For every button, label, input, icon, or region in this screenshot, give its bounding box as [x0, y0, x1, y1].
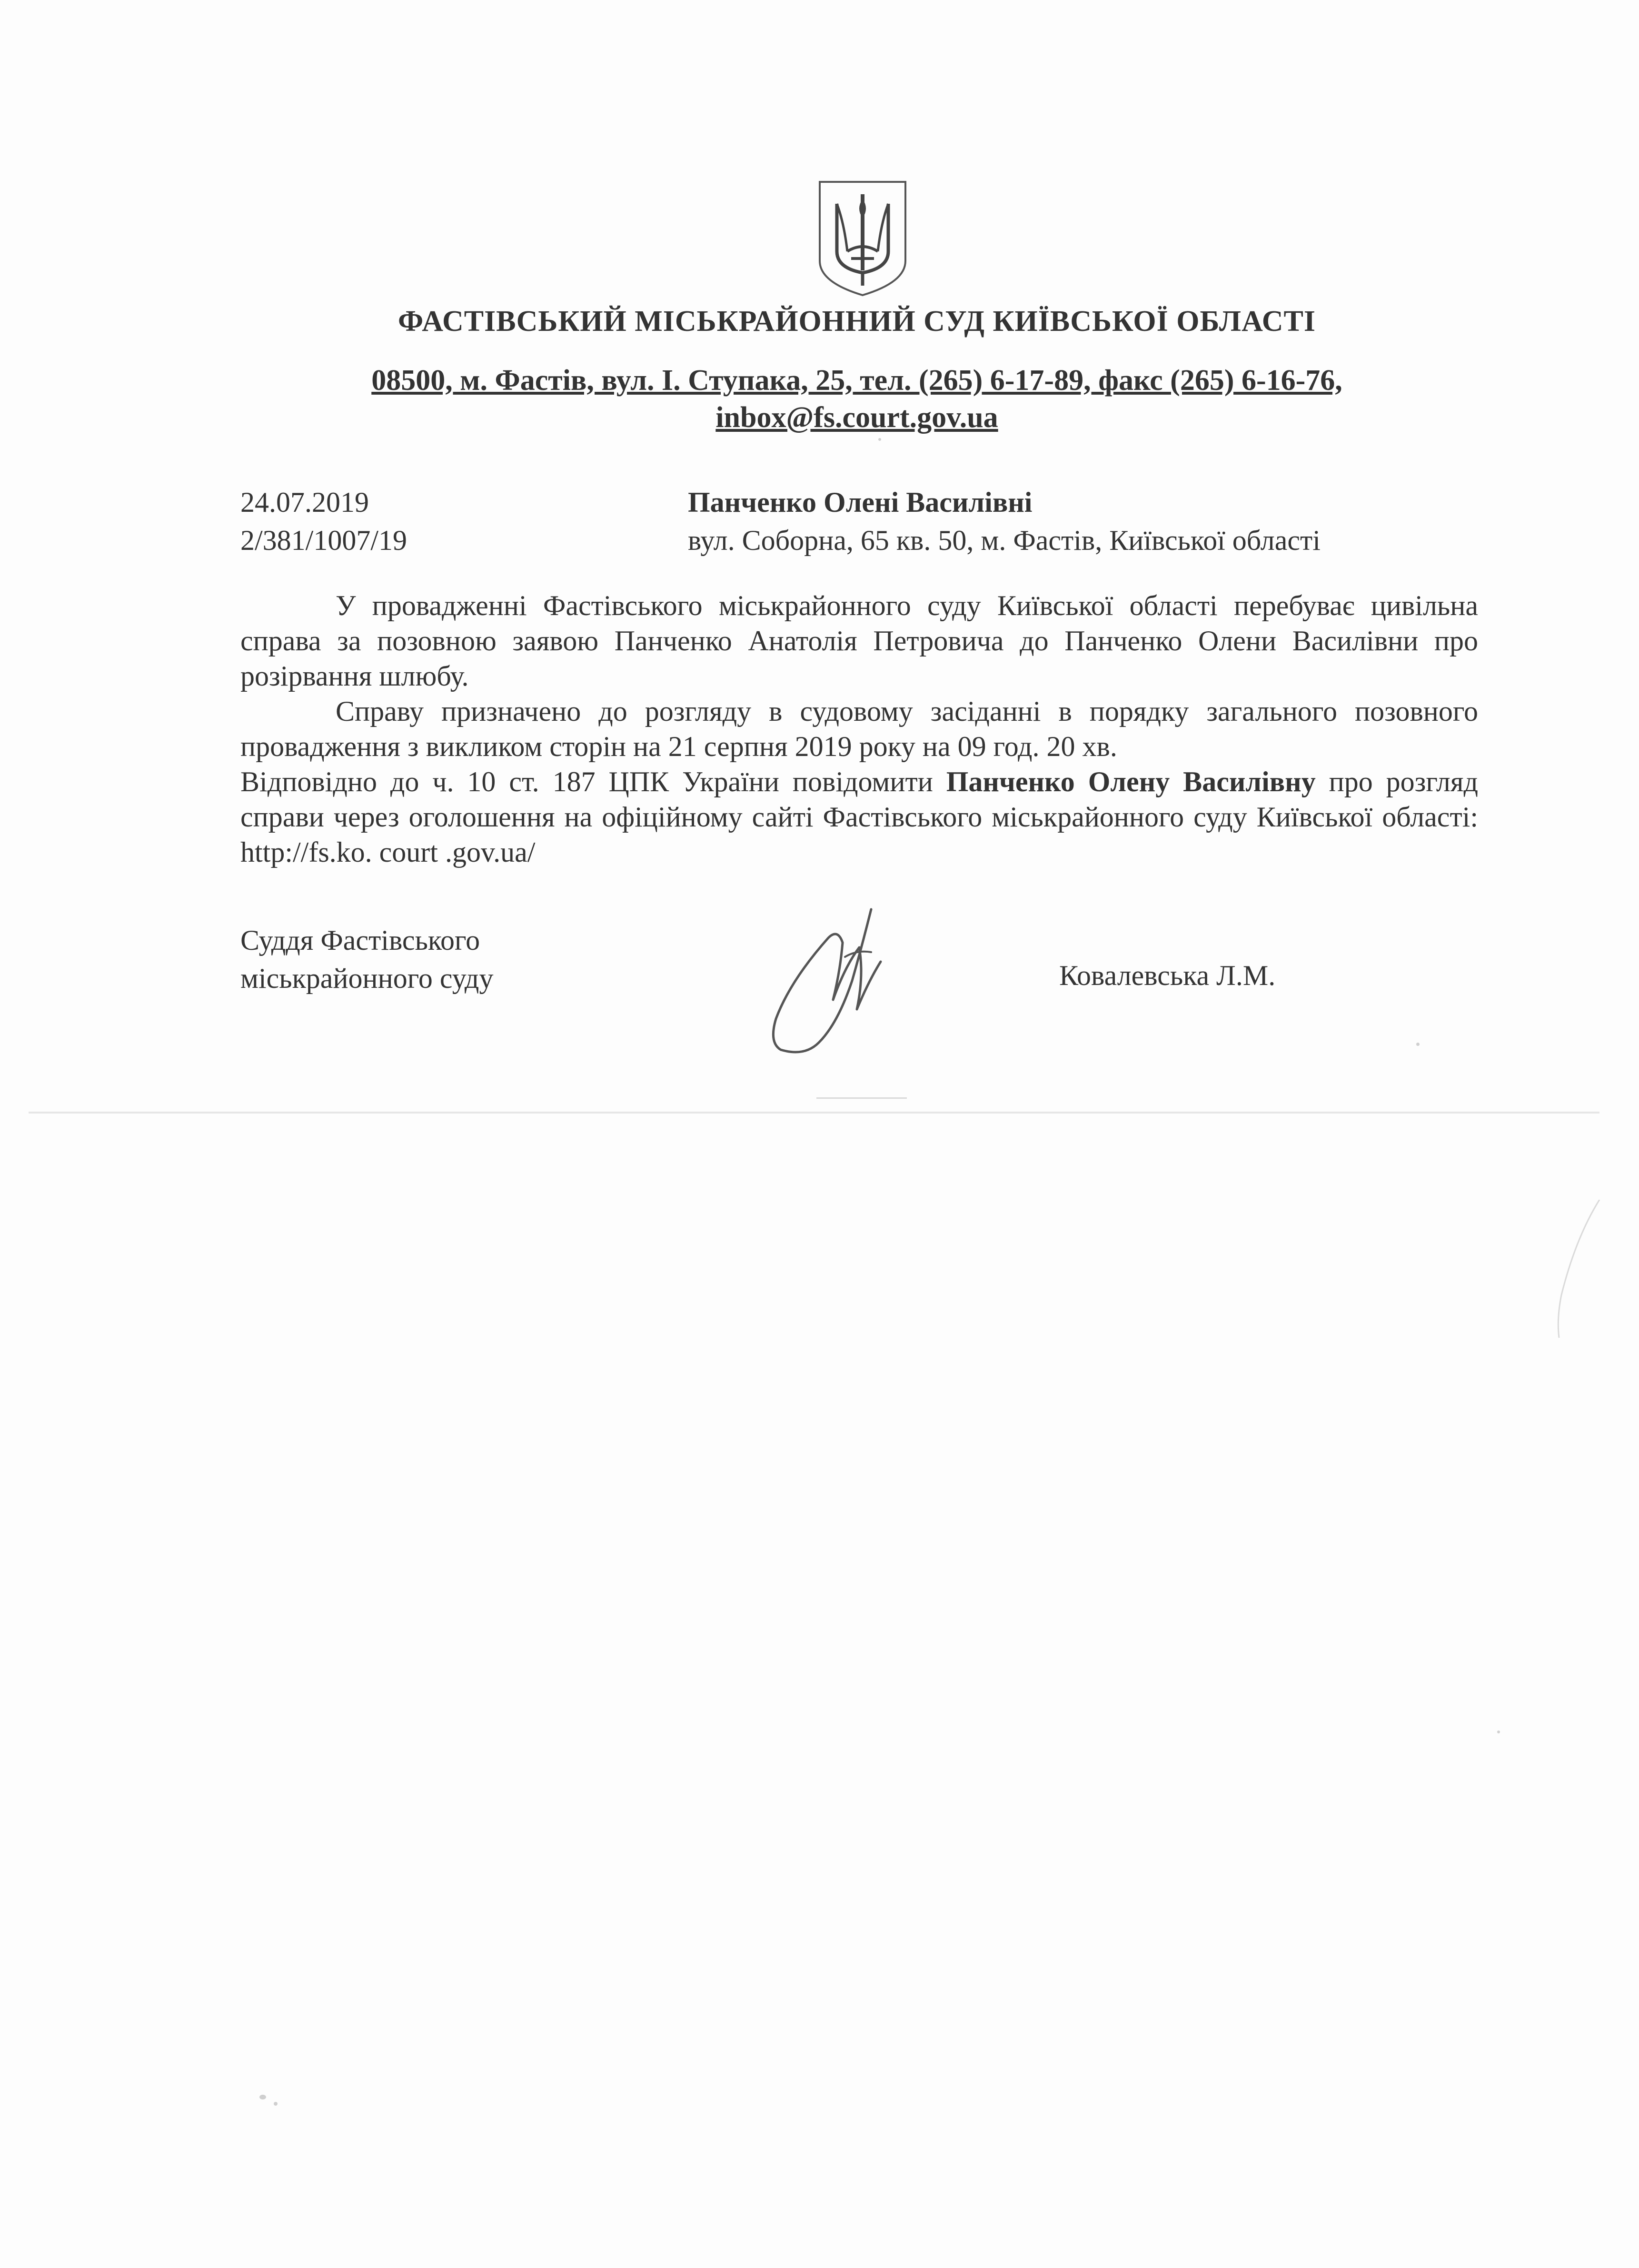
- judge-title-line: міськрайонного суду: [240, 963, 494, 994]
- scan-speck: [259, 2095, 266, 2099]
- paragraph-hearing: Справу призначено до розгляду в судовому засіданні в порядку загального позовного провадження з викликом сторін на 21 серпня 2019 року на 09 год. 20 хв.: [240, 696, 1478, 762]
- document-date: 24.07.2019: [240, 487, 369, 518]
- case-number: 2/381/1007/19: [240, 525, 407, 556]
- judge-name: Ковалевська Л.М.: [1059, 960, 1276, 991]
- letter-body: [240, 588, 1478, 870]
- email-link[interactable]: inbox@fs.court.gov.ua: [715, 401, 998, 434]
- recipient-name: Панченко Олені Василівні: [688, 487, 1033, 518]
- court-address: [190, 362, 1523, 436]
- document-meta: [240, 483, 407, 559]
- recipient-address: вул. Соборна, 65 кв. 50, м. Фастів, Київської області: [688, 525, 1321, 556]
- court-name-heading: ФАСТІВСЬКИЙ МІСЬКРАЙОННИЙ СУД КИЇВСЬКОЇ ОБЛАСТІ: [397, 305, 1316, 338]
- scan-fold-line: [29, 1112, 1599, 1114]
- notice-recipient-bold: Панченко Олену Василівну: [946, 766, 1316, 797]
- notice-text-before: Відповідно до ч. 10 ст. 187 ЦПК України повідомити: [240, 766, 933, 797]
- handwritten-signature: [762, 900, 904, 1062]
- scan-fold-mark: [816, 1097, 907, 1113]
- judge-title: [240, 921, 493, 997]
- scan-speck: [878, 438, 881, 441]
- paragraph-case: У провадженні Фастівського міськрайонного суду Київської області перебуває цивільна справа за позовною заявою Панченко Анатолія Петровича до Панченко Олени Василівни про розірвання шлюбу.: [240, 590, 1478, 692]
- scan-speck: [1497, 1731, 1500, 1733]
- judge-title-line: Суддя Фастівського: [240, 925, 480, 956]
- scan-speck: [274, 2102, 278, 2106]
- page-edge-mark: [1547, 1200, 1604, 1343]
- address-line: 08500, м. Фастів, вул. І. Ступака, 25, тел. (265) 6-17-89, факс (265) 6-16-76,: [371, 364, 1342, 397]
- notice-text-after: про розгляд справи через оголошення на офіційному сайті Фастівського міськрайонного суду Київської області: http://fs.ko. court .gov.ua/: [240, 766, 1478, 868]
- recipient-block: [688, 483, 1321, 559]
- scan-speck: [1416, 1043, 1420, 1046]
- trident-coat-of-arms-icon: [818, 180, 907, 297]
- paragraph-notice: [240, 764, 1478, 870]
